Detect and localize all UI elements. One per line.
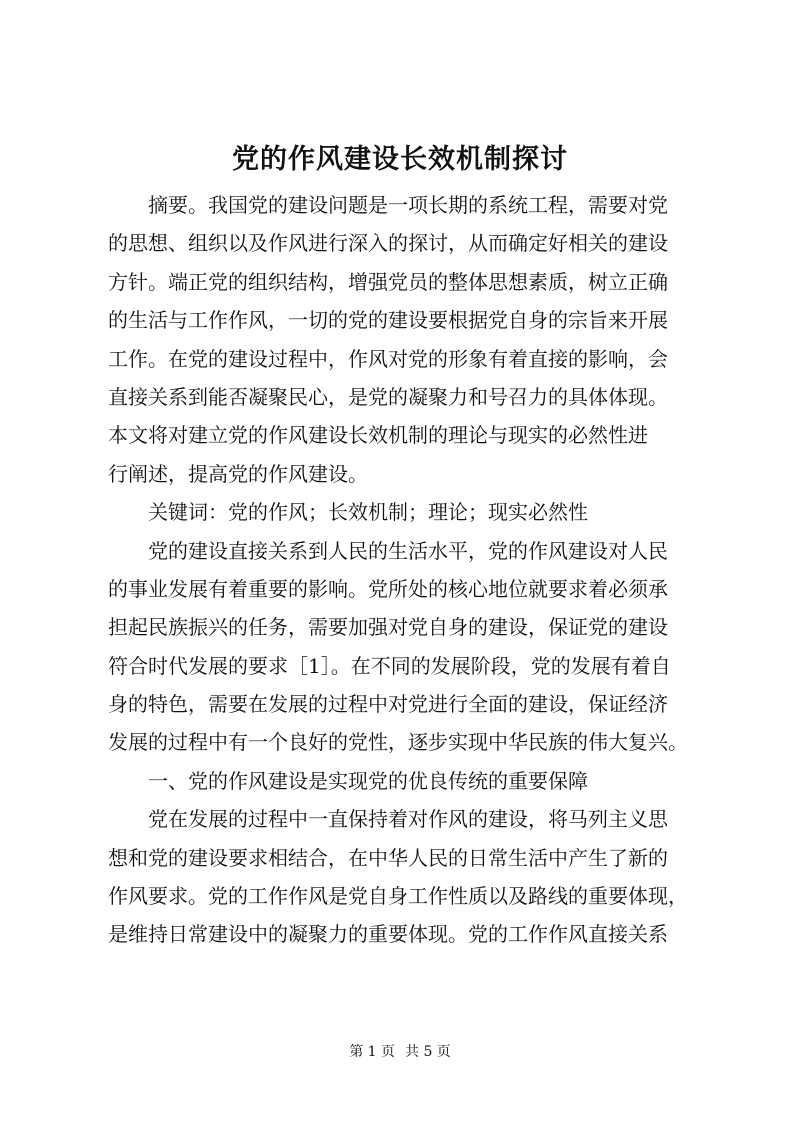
document-title: 党的作风建设长效机制探讨	[232, 144, 568, 175]
abstract-line: 方针。端正党的组织结构，增强党员的整体思想素质，树立正确	[108, 269, 668, 294]
paragraph-line: 党在发展的过程中一直保持着对作风的建设，将马列主义思	[148, 807, 668, 832]
keywords-line: 关键词：党的作风；长效机制；理论；现实必然性	[148, 500, 588, 525]
abstract-line: 行阐述，提高党的作风建设。	[108, 461, 368, 486]
abstract-line: 的思想、组织以及作风进行深入的探讨，从而确定好相关的建设	[108, 231, 668, 256]
abstract-line: 的生活与工作作风，一切的党的建设要根据党自身的宗旨来开展	[108, 308, 668, 333]
abstract-line: 摘要。我国党的建设问题是一项长期的系统工程，需要对党	[148, 193, 668, 217]
section-heading: 一、党的作风建设是实现党的优良传统的重要保障	[148, 768, 588, 793]
paragraph-line: 符合时代发展的要求［1］。在不同的发展阶段，党的发展有着自	[108, 653, 671, 678]
abstract-line: 本文将对建立党的作风建设长效机制的理论与现实的必然性进	[108, 423, 648, 448]
abstract-line: 直接关系到能否凝聚民心，是党的凝聚力和号召力的具体体现。	[108, 384, 668, 409]
abstract-line: 工作。在党的建设过程中，作风对党的形象有着直接的影响，会	[108, 346, 668, 371]
paragraph-line: 发展的过程中有一个良好的党性，逐步实现中华民族的伟大复兴。	[108, 730, 688, 755]
paragraph-line: 的事业发展有着重要的影响。党所处的核心地位就要求着必须承	[108, 576, 668, 601]
paragraph-line: 担起民族振兴的任务，需要加强对党自身的建设，保证党的建设	[108, 615, 668, 640]
paragraph-line: 想和党的建设要求相结合，在中华人民的日常生活中产生了新的	[108, 845, 668, 870]
paragraph-line: 作风要求。党的工作作风是党自身工作性质以及路线的重要体现，	[108, 884, 688, 909]
page-number: 第 1 页	[349, 1044, 395, 1060]
page-footer	[0, 1042, 800, 1062]
paragraph-line: 身的特色，需要在发展的过程中对党进行全面的建设，保证经济	[108, 692, 668, 717]
page-total: 共 5 页	[405, 1044, 451, 1060]
paragraph-line: 是维持日常建设中的凝聚力的重要体现。党的工作作风直接关系	[108, 922, 668, 947]
document-body	[108, 186, 703, 954]
paragraph-line: 党的建设直接关系到人民的生活水平，党的作风建设对人民	[148, 538, 668, 563]
